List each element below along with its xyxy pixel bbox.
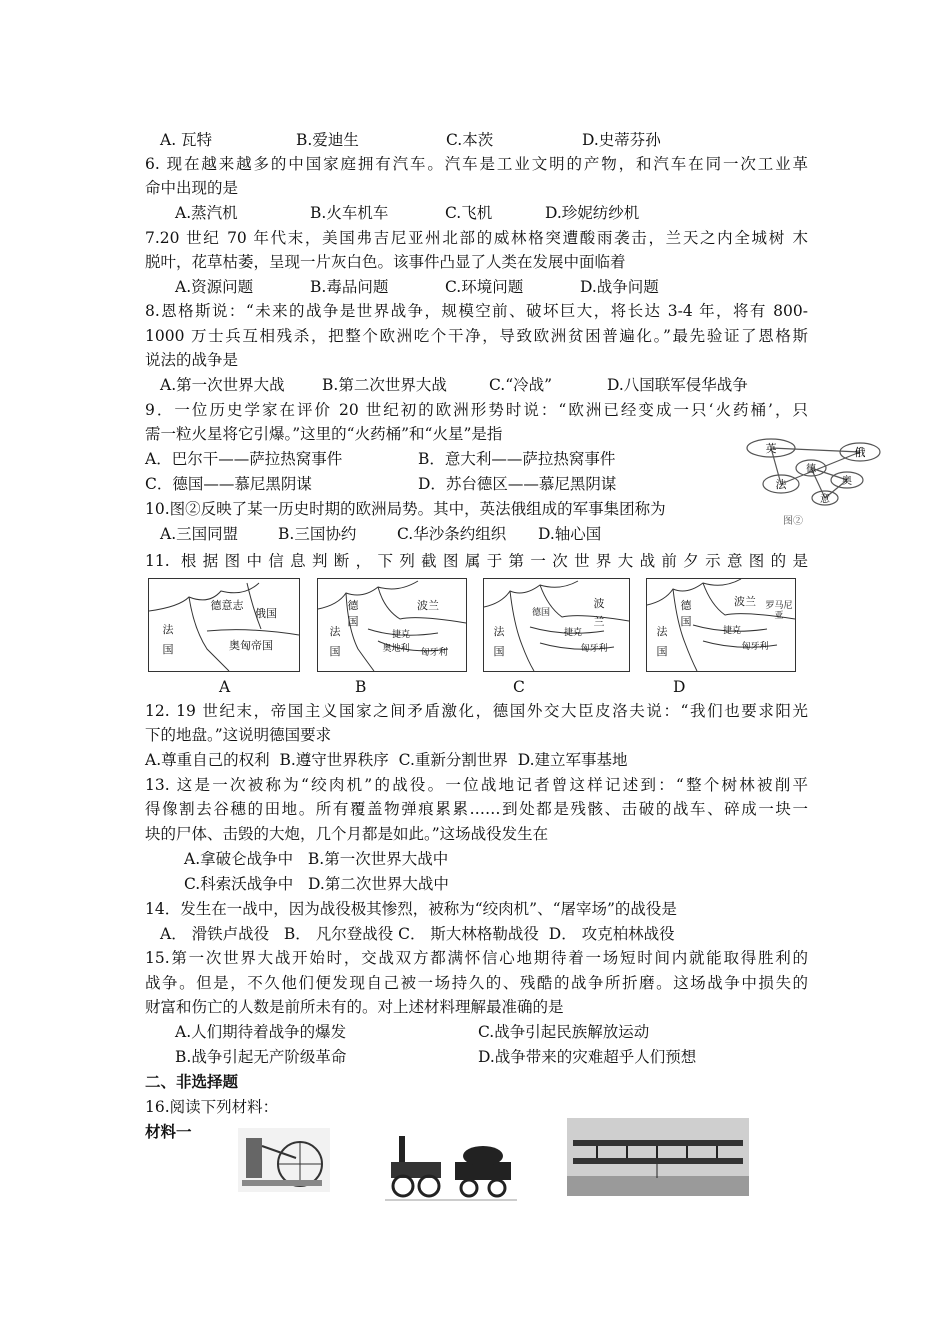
q14-line1: 14．发生在一战中，因为战役极其惨烈，被称为“绞肉机”、“屠宰场”的战役是 [145,900,677,918]
map-b-label: 法 [329,625,341,638]
q15-option-d: D.战争带来的灾难超乎人们预想 [478,1048,697,1066]
q6-option-d: D.珍妮纺纱机 [545,204,640,222]
node-e: 俄 [854,446,866,459]
map-d-label: 罗马尼亚 [765,601,793,621]
q13-line1: 13. 这是一次被称为“绞肉机”的战役。一位战地记者曾这样记述到：“整个树林被削平 [145,776,808,794]
map-b-letter: B [355,678,367,696]
q7-option-d: D.战争问题 [580,278,659,296]
q15-option-a: A.人们期待着战争的爆发 [175,1023,347,1041]
locomotive-image [385,1132,517,1210]
map-b-label: 国 [347,615,359,628]
q9-line1: 9．一位历史学家在评价 20 世纪初的欧洲形势时说：“欧洲已经变成一只‘火药桶’，只 [145,401,808,419]
q10-option-c: C.华沙条约组织 [397,525,507,543]
q8-line3: 说法的战争是 [145,351,239,369]
map-d-label: 法 [656,625,668,638]
q15-line1: 15.第一次世界大战开始时，交战双方都满怀信心地期待着一场短时间内就能取得胜利的 [145,949,808,967]
map-c-label: 捷克 [563,628,582,638]
map-b-label: 德 [347,599,359,612]
q15-option-b: B.战争引起无产阶级革命 [175,1048,347,1066]
q7-line1: 7.20 世纪 70 年代末，美国弗吉尼亚州北部的威林格突遭酸雨袭击，兰天之内全城树 木 [145,229,808,247]
q7-option-b: B.毒品问题 [310,278,389,296]
map-c-label: 法 [493,625,505,638]
q12-line2: 下的地盘。”这说明德国要求 [145,726,332,744]
q9-line2: 需一粒火星将它引爆。”这里的“火药桶”和“火星”是指 [145,425,503,443]
q15-line3: 财富和伤亡的人数是前所未有的。对上述材料理解最准确的是 [145,998,564,1016]
q5-option-a: A. 瓦特 [160,131,213,149]
map-d-label: 国 [656,645,668,658]
q10-option-b: B.三国协约 [278,525,357,543]
node-de: 德 [806,464,816,475]
q5-option-d: D.史蒂芬孙 [582,131,661,149]
q5-option-c: C.本茨 [446,131,494,149]
map-d-letter: D [673,678,686,696]
q13-line2: 得像割去谷穗的田地。所有覆盖物弹痕累累……到处都是残骸、击破的战车、碎成一块一 [145,800,808,818]
map-a-label: 德意志 [210,599,244,612]
q6-line2: 命中出现的是 [145,179,239,197]
q11-line1: 11. 根据图中信息判断，下列截图属于第一次世界大战前夕示意图的是 [145,552,808,570]
material-one-label: 材料一 [145,1123,192,1141]
map-a [148,578,300,672]
map-d-label: 捷克 [722,626,741,636]
q8-line2: 1000 万士兵互相残杀，把整个欧洲吃个干净，导致欧洲贫困普遍化。”最先验证了恩格斯 [145,327,808,345]
section-title: 二、非选择题 [145,1073,239,1091]
q15-line2: 战争。但是，不久他们便发现自己被一场持久的、残酷的战争所折磨。这场战争中损失的 [145,974,808,992]
map-d-label: 波兰 [734,595,756,608]
node-ying: 英 [765,442,777,455]
map-b-label: 匈牙利 [420,648,448,658]
q6-option-c: C.飞机 [445,204,493,222]
map-a-letter: A [219,678,231,696]
q5-option-b: B.爱迪生 [296,131,359,149]
map-b-label: 波兰 [417,599,439,612]
q6-option-a: A.蒸汽机 [175,204,238,222]
map-d-label: 国 [680,615,692,628]
q13-line3: 块的尸体、击毁的大炮，几个月都是如此。”这场战役发生在 [145,825,549,843]
q10-option-d: D.轴心国 [538,525,602,543]
q12-options: A.尊重自己的权利 B.遵守世界秩序 C.重新分割世界 D.建立军事基地 [145,751,628,769]
map-c-letter: C [513,678,525,696]
map-a-label: 法 [162,623,174,636]
map-b-label: 奥地利 [382,644,410,654]
figure2-caption: 图② [783,516,803,527]
q15-option-c: C.战争引起民族解放运动 [478,1023,650,1041]
q7-option-a: A.资源问题 [175,278,254,296]
map-b-label: 捷克 [391,630,410,640]
q8-option-d: D.八国联军侵华战争 [607,376,748,394]
q9-option-d: D．苏台德区——慕尼黑阴谋 [418,475,617,493]
map-c-label: 国 [493,645,505,658]
q10-option-a: A.三国同盟 [160,525,239,543]
map-d-label: 匈牙利 [741,642,769,652]
q8-option-b: B.第二次世界大战 [322,376,447,394]
q6-line1: 6. 现在越来越多的中国家庭拥有汽车。汽车是工业文明的产物，和汽车在同一次工业革 [145,155,808,173]
map-c [483,578,630,672]
node-yi: 意 [820,494,830,505]
q12-line1: 12. 19 世纪末，帝国主义国家之间矛盾激化，德国外交大臣皮洛夫说：“我们也要求阳光 [145,702,808,720]
steam-engine-image [238,1128,330,1192]
node-ao: 奥 [842,476,852,487]
map-c-label: 兰 [593,615,605,628]
map-a-label: 奥匈帝国 [229,639,273,652]
q8-option-c: C.“冷战” [489,376,553,394]
airplane-image [567,1118,749,1196]
q7-option-c: C.环境问题 [445,278,524,296]
map-b [317,578,467,672]
map-b-label: 国 [329,645,341,658]
map-a-label: 俄国 [255,607,277,620]
map-d-label: 德 [680,599,692,612]
q13-options-ab: A.拿破仑战争中 B.第一次世界大战中 [184,850,449,868]
q9-option-a: A．巴尔干——萨拉热窝事件 [145,450,343,468]
q7-line2: 脱叶，花草枯萎，呈现一片灰白色。该事件凸显了人类在发展中面临着 [145,253,626,271]
q9-option-b: B．意大利——萨拉热窝事件 [418,450,616,468]
map-d [646,578,796,672]
figure2-alliance-diagram [735,430,895,530]
map-c-label: 波 [593,597,605,610]
q16-line1: 16.阅读下列材料： [145,1098,279,1116]
q13-options-cd: C.科索沃战争中 D.第二次世界大战中 [184,875,449,893]
map-c-label: 德国 [531,608,550,618]
map-a-label: 国 [162,643,174,656]
q14-options: A． 滑铁卢战役 B． 凡尔登战役 C． 斯大林格勒战役 D． 攻克柏林战役 [160,925,675,943]
q10-line1: 10.图②反映了某一历史时期的欧洲局势。其中，英法俄组成的军事集团称为 [145,500,666,518]
q8-option-a: A.第一次世界大战 [160,376,285,394]
map-c-label: 匈牙利 [580,644,608,654]
q8-line1: 8.恩格斯说：“未来的战争是世界战争，规模空前、破坏巨大，将长达 3-4 年，将有 800- [145,302,808,320]
node-fa: 法 [775,478,787,491]
q9-option-c: C．德国——慕尼黑阴谋 [145,475,312,493]
q6-option-b: B.火车机车 [310,204,389,222]
